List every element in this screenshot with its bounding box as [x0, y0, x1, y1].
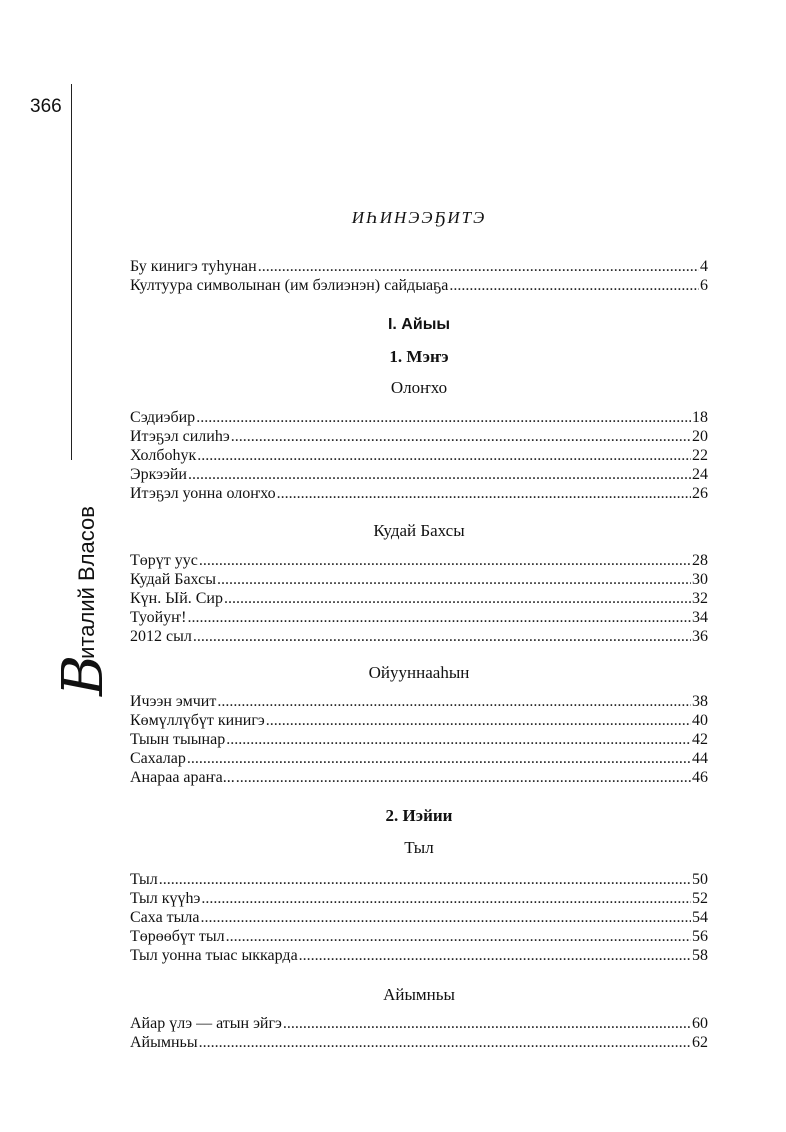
dot-leader	[199, 1033, 691, 1052]
toc-entry-label: Айымньы	[130, 1034, 198, 1051]
toc-entry	[130, 570, 708, 589]
toc-entry-label: Сэдиэбир	[130, 409, 196, 426]
toc-entry	[130, 627, 708, 646]
toc-entry-label: Култуура символынан (им бэлиэнэн) сайдыаҕа	[130, 277, 449, 294]
toc-entry	[130, 908, 708, 927]
side-author-name	[51, 506, 116, 696]
dot-leader	[159, 870, 691, 889]
toc-entry-label: Холбоһук	[130, 447, 197, 464]
toc-entry	[130, 589, 708, 608]
dot-leader	[449, 276, 699, 295]
dot-leader	[283, 1014, 691, 1033]
toc-entry-label: Тыл уонна тыас ыккарда	[130, 947, 298, 964]
dot-leader	[299, 946, 691, 965]
toc-group	[130, 551, 708, 646]
dot-leader	[277, 484, 691, 503]
toc-entry-label: Сахалар	[130, 750, 186, 767]
group-title: Тыл	[404, 838, 434, 857]
toc-entry	[130, 484, 708, 503]
toc-entry-page: 56	[692, 928, 708, 945]
page-number: 366	[30, 96, 62, 117]
toc-entry	[130, 551, 708, 570]
toc-entry-page: 42	[692, 731, 708, 748]
margin-rule	[71, 84, 72, 460]
section-title: 2. Иэйии	[385, 806, 453, 825]
toc-entry-label: Саха тыла	[130, 909, 200, 926]
toc-entry-label: Төрүт уус	[130, 552, 198, 569]
toc-entry-label: Туойуҥ!	[130, 609, 187, 626]
dot-leader	[266, 711, 691, 730]
toc-entry-page: 50	[692, 871, 708, 888]
toc-entry-page: 22	[692, 447, 708, 464]
dot-leader	[187, 749, 691, 768]
dot-leader	[224, 589, 691, 608]
dot-leader	[193, 627, 691, 646]
toc-entry-page: 54	[692, 909, 708, 926]
toc-entry-page: 24	[692, 466, 708, 483]
section-title: 1. Мэҥэ	[389, 347, 449, 366]
toc-entry-page: 18	[692, 409, 708, 426]
dot-leader	[197, 446, 691, 465]
toc-entry-label: Кудай Бахсы	[130, 571, 216, 588]
toc-entry-label: Айар үлэ — атын эйгэ	[130, 1015, 282, 1032]
toc-entry-page: 38	[692, 693, 708, 710]
dot-leader	[201, 908, 692, 927]
dot-leader	[226, 730, 691, 749]
toc-entry-page: 58	[692, 947, 708, 964]
dot-leader	[258, 257, 699, 276]
toc-entry	[130, 1033, 708, 1052]
toc-entry	[130, 427, 708, 446]
toc-entry	[130, 749, 708, 768]
dot-leader	[199, 551, 691, 570]
group-title: Олоҥхо	[390, 378, 448, 397]
toc-entry	[130, 276, 708, 295]
dot-leader	[231, 427, 691, 446]
toc-entry-label: Тыын тыынар	[130, 731, 226, 748]
group-title: Кудай Бахсы	[373, 521, 465, 540]
toc-entry	[130, 1014, 708, 1033]
author-initial: В	[51, 654, 116, 696]
toc-entry-page: 46	[692, 769, 708, 786]
toc-entry	[130, 730, 708, 749]
toc-entry	[130, 257, 708, 276]
toc-entry-label: Эркээйи	[130, 466, 187, 483]
dot-leader	[217, 570, 691, 589]
toc-entry-label: Бу кинигэ туһунан	[130, 258, 257, 275]
toc-entry	[130, 768, 708, 787]
toc-entry-label: Итэҕэл уонна олоҥхо	[130, 485, 276, 502]
toc-entry	[130, 408, 708, 427]
toc-group	[130, 870, 708, 965]
group-title: Айымньы	[383, 985, 455, 1004]
dot-leader	[188, 465, 691, 484]
toc-entry	[130, 889, 708, 908]
toc-entry-label: Тыл	[130, 871, 158, 888]
toc-entry-label: Тыл күүһэ	[130, 890, 201, 907]
toc-entry	[130, 446, 708, 465]
toc-entry	[130, 465, 708, 484]
dot-leader	[226, 927, 691, 946]
toc-entry-page: 4	[700, 258, 708, 275]
toc-group	[130, 408, 708, 503]
toc-title: ИҺИНЭЭҔИТЭ	[351, 208, 487, 227]
toc-entry-page: 26	[692, 485, 708, 502]
toc-entry	[130, 711, 708, 730]
toc-entry-page: 6	[700, 277, 708, 294]
toc-entry	[130, 946, 708, 965]
toc-entry-label: Ичээн эмчит	[130, 693, 217, 710]
toc-entry-page: 40	[692, 712, 708, 729]
dot-leader	[236, 768, 691, 787]
group-title: Ойууннааһын	[368, 663, 470, 682]
toc-entry-page: 60	[692, 1015, 708, 1032]
toc-entry-page: 36	[692, 628, 708, 645]
toc-entry	[130, 608, 708, 627]
dot-leader	[187, 608, 691, 627]
toc-entry	[130, 692, 708, 711]
toc-entry-label: Күн. Ый. Сир	[130, 590, 223, 607]
toc-entry-label: 2012 сыл	[130, 628, 192, 645]
toc-entry-label: Көмүллүбүт кинигэ	[130, 712, 265, 729]
dot-leader	[201, 889, 691, 908]
toc-entry-page: 30	[692, 571, 708, 588]
toc-entry-label: Төрөөбүт тыл	[130, 928, 225, 945]
toc-group	[130, 692, 708, 787]
toc-entry-page: 34	[692, 609, 708, 626]
toc-entry-label: Анараа араҥа...	[130, 769, 235, 786]
dot-leader	[196, 408, 691, 427]
intro-entries	[130, 257, 708, 295]
toc-entry-page: 28	[692, 552, 708, 569]
toc-entry-page: 20	[692, 428, 708, 445]
toc-entry	[130, 870, 708, 889]
dot-leader	[217, 692, 691, 711]
toc-entry-label: Итэҕэл силиһэ	[130, 428, 230, 445]
author-name-rest: италий Власов	[74, 506, 99, 659]
toc-entry-page: 52	[692, 890, 708, 907]
toc-entry	[130, 927, 708, 946]
toc-entry-page: 32	[692, 590, 708, 607]
toc-group	[130, 1014, 708, 1052]
part-title: I. Айыы	[387, 316, 451, 333]
toc-entry-page: 62	[692, 1034, 708, 1051]
toc-entry-page: 44	[692, 750, 708, 767]
